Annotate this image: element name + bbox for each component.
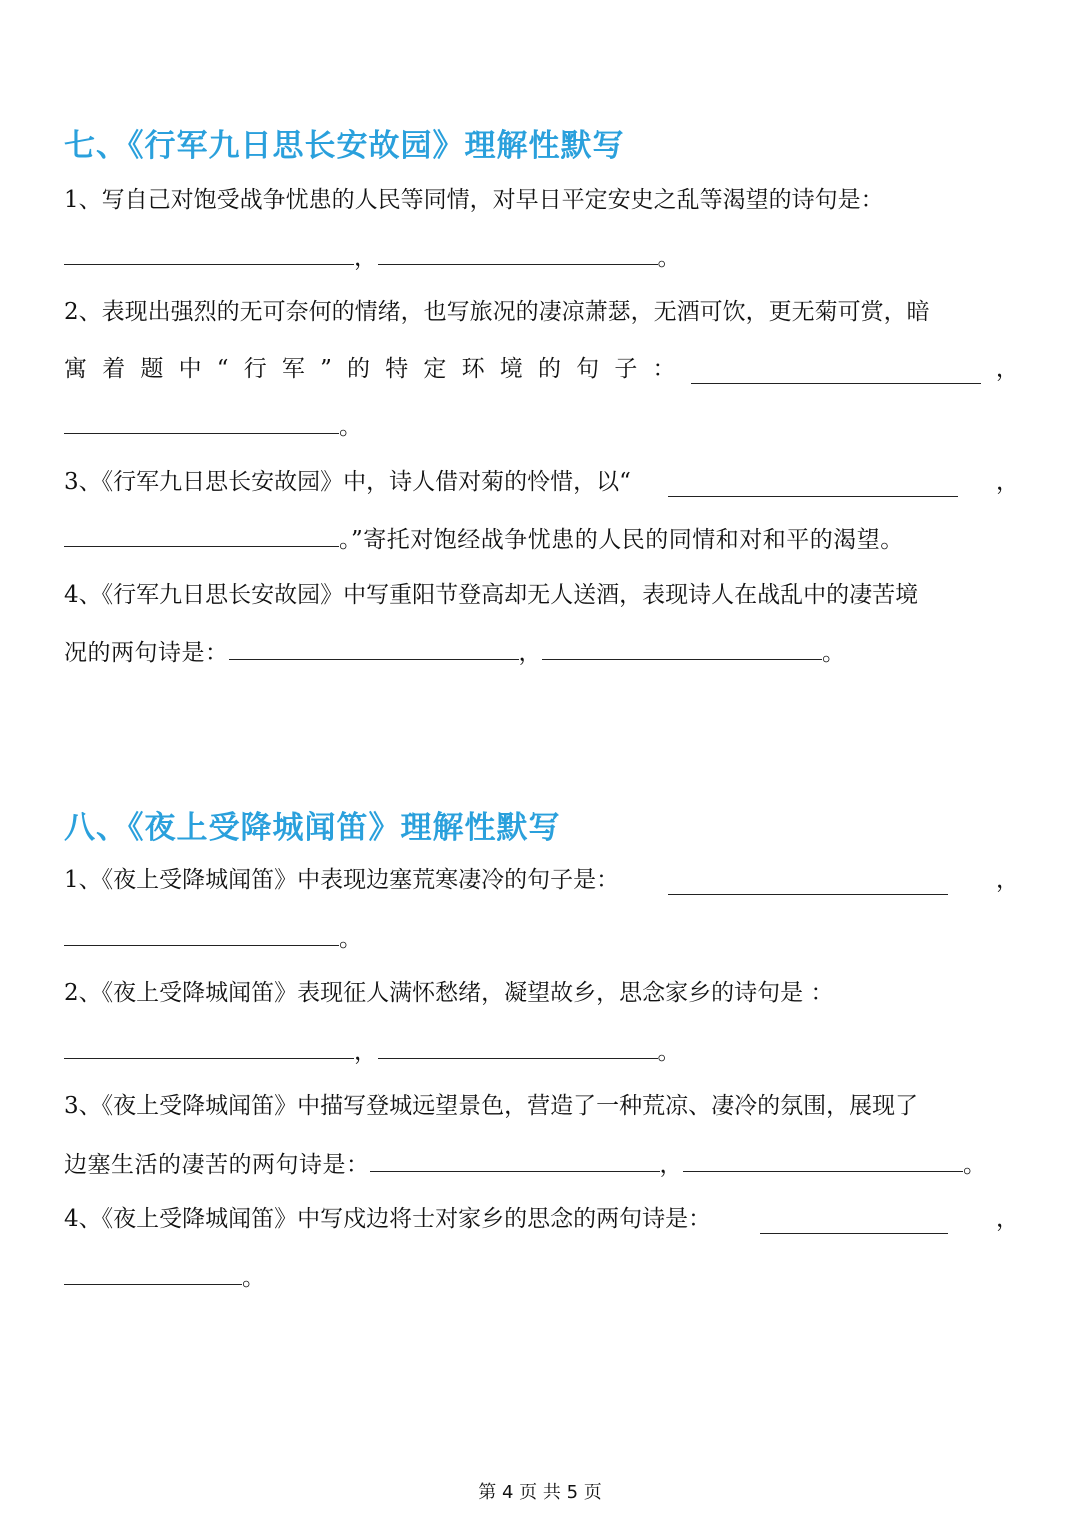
period: 。: [657, 245, 681, 271]
answer-blank[interactable]: [370, 1143, 660, 1172]
s7-q4-line2: 况的两句诗是： ， 。: [64, 631, 1019, 671]
s7-q4-line1: [64, 575, 1019, 615]
s8-q1-line1: [64, 860, 1019, 900]
s8-q3-text: 3、《夜上受降城闻笛》中描写登城远望景色，营造了一种荒凉、凄冷的氛围，展现了: [64, 1093, 919, 1119]
s7-q3-line2: [64, 518, 1019, 558]
period: 。: [963, 1152, 987, 1178]
answer-blank[interactable]: [542, 631, 822, 660]
s8-q3-line2: 边塞生活的凄苦的两句诗是： ， 。: [64, 1143, 1019, 1183]
s8-q2-line1: [64, 973, 1019, 1013]
answer-blank[interactable]: [64, 1256, 242, 1285]
comma: ，: [354, 245, 378, 271]
s8-q2-text: 2、《夜上受降城闻笛》表现征人满怀愁绪，凝望故乡，思念家乡的诗句是 ：: [64, 980, 834, 1006]
answer-blank[interactable]: [64, 917, 339, 946]
comma: ，: [518, 640, 542, 666]
page-footer: 第 4 页 共 5 页: [478, 1482, 602, 1503]
s8-q1-text: 1、《夜上受降城闻笛》中表现边塞荒寒凄冷的句子是：: [64, 867, 620, 893]
s7-q2-line2: 寓 着 题 中 “ 行 军 ” 的 特 定 环 境 的 句 子 ： ，: [64, 349, 1019, 389]
s8-q3-line1: [64, 1086, 1019, 1126]
period: 。: [242, 1265, 266, 1291]
comma: ，: [354, 1039, 378, 1065]
s7-q1-line1: [64, 180, 1019, 220]
s8-q4-text: 4、《夜上受降城闻笛》中写戍边将士对家乡的思念的两句诗是：: [64, 1206, 712, 1232]
s7-q4-text: 4、《行军九日思长安故园》中写重阳节登高却无人送酒，表现诗人在战乱中的凄苦境: [64, 582, 919, 608]
s7-q2-text: 2、表现出强烈的无可奈何的情绪，也写旅况的凄凉萧瑟，无酒可饮，更无菊可赏，暗: [64, 299, 930, 325]
period: 。: [822, 640, 846, 666]
s7-q1-text: 1、写自己对饱受战争忧患的人民等同情，对早日平定安史之乱等渴望的诗句是：: [64, 187, 884, 213]
answer-blank[interactable]: [64, 518, 339, 547]
answer-blank[interactable]: [668, 866, 948, 895]
s8-q4-line2: [64, 1256, 1019, 1296]
answer-blank[interactable]: [378, 236, 658, 265]
s7-q3-text: 3、《行军九日思长安故园》中，诗人借对菊的怜惜，以“: [64, 469, 631, 495]
period: 。: [657, 1039, 681, 1065]
answer-blank[interactable]: [64, 1030, 354, 1059]
section8-heading: 八、《夜上受降城闻笛》理解性默写: [64, 810, 561, 846]
answer-blank[interactable]: [760, 1205, 948, 1234]
s8-q1-line2: [64, 917, 1019, 957]
answer-blank[interactable]: [691, 355, 981, 384]
comma: ，: [995, 356, 1019, 382]
answer-blank[interactable]: [229, 631, 519, 660]
answer-blank[interactable]: [683, 1143, 963, 1172]
comma: ，: [995, 1206, 1019, 1232]
s7-q1-line2: [64, 236, 1019, 276]
period: 。: [339, 926, 363, 952]
answer-blank[interactable]: [64, 236, 354, 265]
s7-q3-tail: 。”寄托对饱经战争忧患的人民的同情和对和平的渴望。: [339, 527, 904, 553]
answer-blank[interactable]: [64, 405, 339, 434]
comma: ，: [996, 469, 1019, 495]
period: 。: [339, 414, 363, 440]
answer-blank[interactable]: [668, 468, 958, 497]
s7-q3-line1: [64, 462, 1019, 502]
s8-q2-line2: [64, 1030, 1019, 1070]
s7-q2-line3: [64, 405, 1019, 445]
s7-q2-line1: [64, 292, 1019, 332]
s8-q4-line1: [64, 1199, 1019, 1239]
section7-heading: 七、《行军九日思长安故园》理解性默写: [64, 128, 625, 164]
comma: ，: [995, 867, 1019, 893]
comma: ，: [659, 1152, 683, 1178]
answer-blank[interactable]: [378, 1030, 658, 1059]
